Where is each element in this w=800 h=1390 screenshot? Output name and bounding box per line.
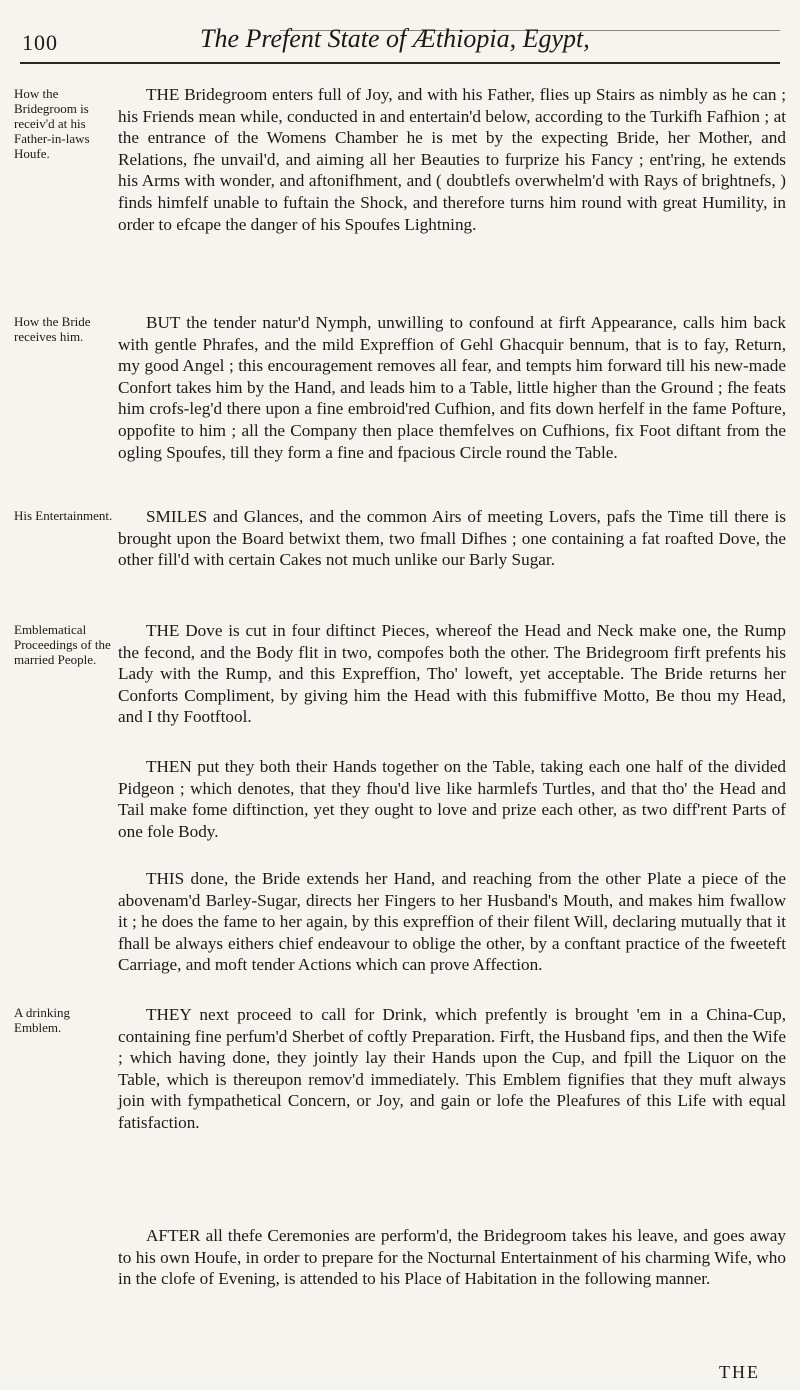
page-number: 100: [22, 30, 58, 55]
paragraph-drink: [118, 1004, 786, 1134]
paragraph-hands: [118, 756, 786, 842]
margin-note-bridegroom: How the Bridegroom is receiv'd at his Father-in-laws Houfe.: [14, 86, 90, 161]
paragraph-text: AFTER all thefe Ceremonies are perform'd, the Bridegroom takes his leave, and goes away to his own Houfe, in order to prepare for the Nocturnal Entertainment of his charming Wife, who in the clofe of Evening, is attended to his Place of Habitation in the following manner.: [118, 1226, 786, 1289]
paragraph-text: THE Bridegroom enters full of Joy, and with his Father, flies up Stairs as nimbly as he can ; his Friends mean while, conducted in and entertain'd below, according to the Turkifh Fafhion ; at the entrance of the Womens Chamber he is met by the expecting Bride, her Mother, and Relations, fhe unvail'd, and aiming all her Beauties to furprize his Fancy ; ent'ring, he extends his Arms with wonder, and aftonifhment, and ( doubtlefs overwhelm'd with Rays of brightnefs, ) finds himfelf unable to fuftain the Shock, and therefore turns him round with great Humility, in order to efcape the danger of his Spoufes Lightning.: [118, 85, 786, 234]
paragraph-text: BUT the tender natur'd Nymph, unwilling to confound at firft Appearance, calls him back with gentle Phrafes, and the mild Expreffion of Gehl Ghacquir bennum, that is to fay, Return, my good Angel ; this encouragement removes all fear, and tempts him forward till his new-made Confort takes him by the Hand, and leads him to a Table, little higher than the Ground ; fhe feats him crofs-leg'd there upon a fine embroid'red Cufhion, and fits down herfelf in the fame Pofture, oppofite to him ; all the Company then place themfelves on Cufhions, fix Foot diftant from the ogling Spoufes, till they form a fine and fpacious Circle round the Table.: [118, 313, 786, 462]
paragraph-bride-receives: [118, 312, 786, 463]
margin-note-drinking: A drinking Emblem.: [14, 1005, 70, 1035]
margin-note-bride: How the Bride receives him.: [14, 314, 91, 344]
paragraph-smiles: [118, 506, 786, 571]
paragraph-text: THEY next proceed to call for Drink, which prefently is brought 'em in a China-Cup, containing fine perfum'd Sherbet of coftly Preparation. Firft, the Husband fips, and then the Wife ; which having done, they jointly lay their Hands upon the Cup, and fpill the Liquor on the Table, which is thereupon remov'd immediately. This Emblem fignifies that they muft always join with fympathetical Concern, or Joy, and gain or lofe the Pleafures of this Life with equal fatisfaction.: [118, 1005, 786, 1132]
paragraph-text: THEN put they both their Hands together on the Table, taking each one half of the divided Pidgeon ; which denotes, that they fhou'd live like harmlefs Turtles, and that tho' the Head and Tail make fome diftinction, yet they ought to love and prize each other, as two diff'rent Parts of one fole Body.: [118, 757, 786, 841]
running-title: The Prefent State of Æthiopia, Egypt,: [200, 24, 590, 53]
margin-note-emblematical: Emblematical Proceedings of the married People.: [14, 622, 111, 667]
paragraph-after: [118, 1225, 786, 1290]
paragraph-bridegroom-enters: [118, 84, 786, 235]
page-header: [0, 22, 800, 62]
header-rule: [20, 62, 780, 64]
margin-note-entertainment: His Entertainment.: [14, 508, 113, 523]
paragraph-text: SMILES and Glances, and the common Airs of meeting Lovers, pafs the Time till there is brought upon the Board betwixt them, two fmall Difhes ; one containing a fat roafted Dove, the other fill'd with certain Cakes not much unlike our Barly Sugar.: [118, 507, 786, 570]
paragraph-dove: [118, 620, 786, 728]
paragraph-barley-sugar: [118, 868, 786, 976]
paragraph-text: THIS done, the Bride extends her Hand, and reaching from the other Plate a piece of the abovenam'd Barley-Sugar, directs her Fingers to her Husband's Mouth, and makes him fwallow it ; he does the fame to her again, by this expreffion of their filent Will, declaring mutually that it fhall be always eithers chief endeavour to oblige the other, by a conftant practice of the fweeteft Carriage, and moft tender Actions which can prove Affection.: [118, 869, 786, 975]
paragraph-text: THE Dove is cut in four diftinct Pieces, whereof the Head and Neck make one, the Rump the fecond, and the Body flit in two, compofes both the other. The Bridegroom firft prefents his Lady with the Rump, and this Expreffion, Tho' loweft, yet acceptable. The Bride returns her Conforts Compliment, by giving him the Head with this fubmiffive Motto, Be thou my Head, and I thy Footftool.: [118, 621, 786, 727]
catchword: THE: [719, 1362, 760, 1382]
